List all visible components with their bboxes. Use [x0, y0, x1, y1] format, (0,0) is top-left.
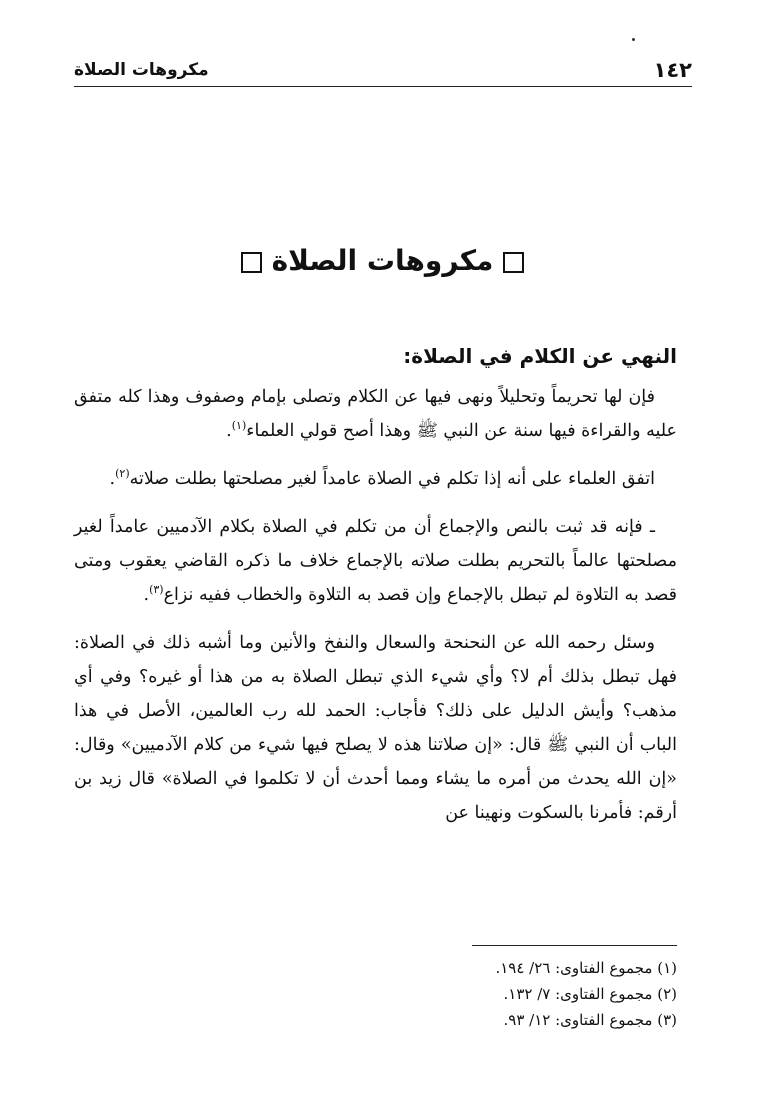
square-ornament-icon	[503, 252, 524, 273]
footnote-ref: (٣)	[149, 583, 164, 597]
page-header	[74, 58, 692, 84]
paragraph: اتفق العلماء على أنه إذا تكلم في الصلاة عامداً لغير مصلحتها بطلت صلاته$^{(٢)}$.	[109, 467, 655, 489]
chapter-title: مكروهات الصلاة	[271, 244, 494, 277]
paragraph: وسئل رحمه الله عن النحنحة والسعال والنفخ والأنين وما أشبه ذلك في الصلاة: فهل تبطل بذلك أم لا؟ وأي شيء الذي تبطل الصلاة به من هذا أو غيره؟ وفي أي مذهب؟ وأيش الدليل على ذلك؟ فأجاب: الحمد لله رب العالمين، الأصل في هذا الباب أن النبي ﷺ قال: «إن صلاتنا هذه لا يصلح فيها شيء من كلام الآدميين» وقال: «إن الله يحدث من أمره ما يشاء ومما أحدث أن لا تكلموا في الصلاة» قال زيد بن أرقم: فأمرنا بالسكوت ونهينا عن	[74, 633, 677, 823]
footnote-rule	[472, 945, 677, 946]
footnotes	[74, 955, 677, 1033]
main-text	[74, 344, 677, 844]
paragraph: فإن لها تحريماً وتحليلاً ونهى فيها عن الكلام وتصلى بإمام وصفوف وهذا كله متفق عليه والقراءة فيها سنة عن النبي ﷺ وهذا أصح قولي العلماء$^{(١)}$.	[74, 387, 677, 441]
footnote-ref: (٢)	[115, 467, 130, 481]
footnote: (٢) مجموع الفتاوى: ٧/ ١٣٢.	[503, 985, 677, 1003]
footnote: (٣) مجموع الفتاوى: ١٢/ ٩٣.	[503, 1011, 677, 1029]
page-speck	[632, 38, 635, 41]
square-ornament-icon	[241, 252, 262, 273]
chapter-title-block	[0, 244, 765, 277]
running-title: مكروهات الصلاة	[74, 60, 209, 80]
section-heading: النهي عن الكلام في الصلاة:	[403, 344, 677, 368]
paragraph: ـ فإنه قد ثبت بالنص والإجماع أن من تكلم في الصلاة بكلام الآدميين عامداً لغير مصلحتها عالماً بالتحريم بطلت صلاته بالإجماع خلاف ما ذكره القاضي يعقوب ومتى قصد به التلاوة لم تبطل بالإجماع وإن قصد به التلاوة والخطاب ففيه نزاع$^{(٣)}$.	[74, 517, 677, 605]
footnote-ref: (١)	[231, 419, 247, 433]
page-number: ١٤٢	[653, 58, 692, 82]
footnote: (١) مجموع الفتاوى: ٢٦/ ١٩٤.	[495, 959, 677, 977]
header-rule	[74, 86, 692, 87]
